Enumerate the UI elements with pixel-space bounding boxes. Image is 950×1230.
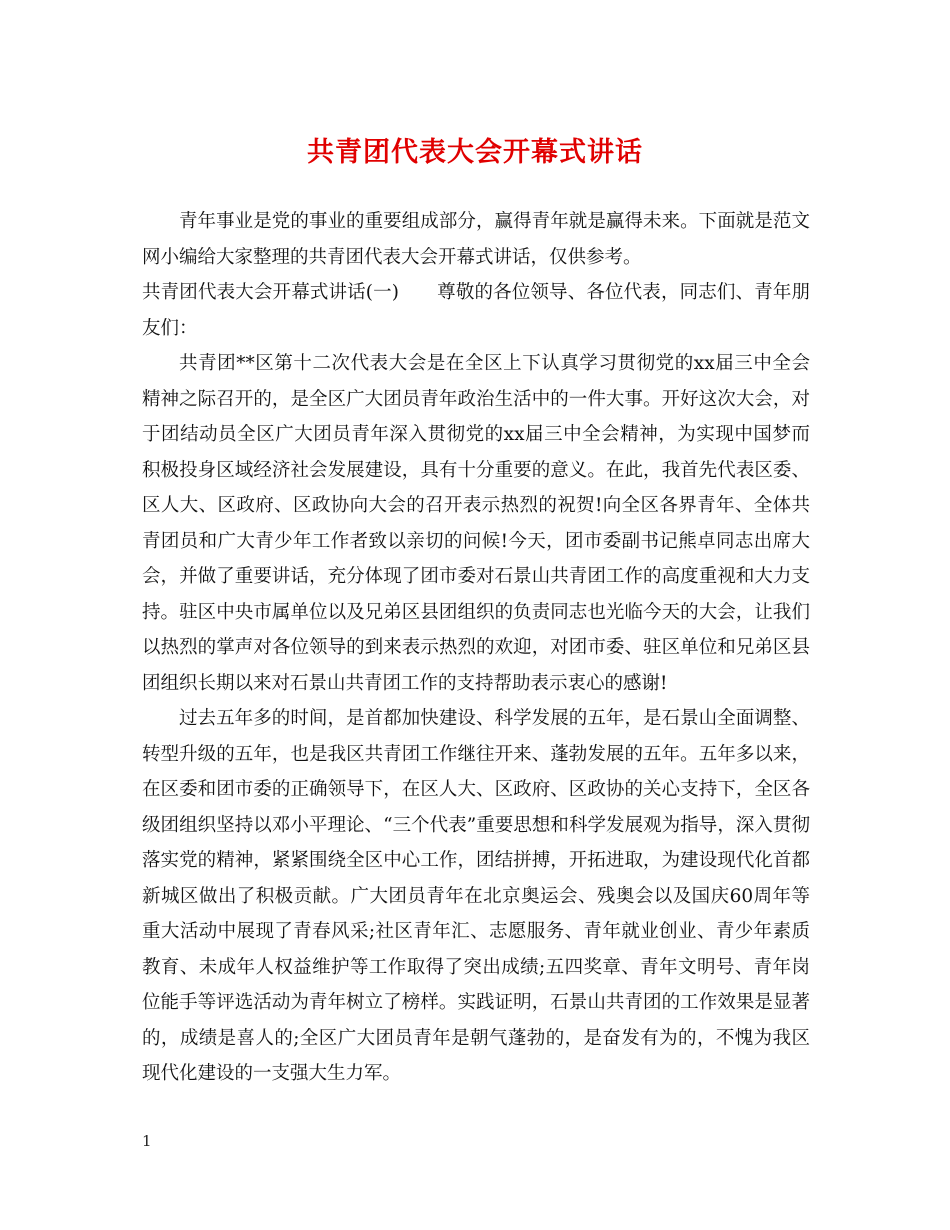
section-heading: 共青团代表大会开幕式讲话(一) — [142, 282, 400, 303]
body-paragraph-2: 过去五年多的时间，是首都加快建设、科学发展的五年，是石景山全面调整、转型升级的五年，也是我区共青团工作继往开来、蓬勃发展的五年。五年多以来，在区委和团市委的正确领导下，在区人大、区政府、区政协的关心支持下，全区各级团组织坚持以邓小平理论、“三个代表”重要思想和科学发展观为指导，深入贯彻落实党的精神，紧紧围绕全区中心工作，团结拼搏，开拓进取，为建设现代化首都新城区做出了积极贡献。广大团员青年在北京奥运会、残奥会以及国庆60周年等重大活动中展现了青春风采;社区青年汇、志愿服务、青年就业创业、青少年素质教育、未成年人权益维护等工作取得了突出成绩;五四奖章、青年文明号、青年岗位能手等评选活动为青年树立了榜样。实践证明，石景山共青团的工作效果是显著的，成绩是喜人的;全区广大团员青年是朝气蓬勃的，是奋发有为的，不愧为我区现代化建设的一支强大生力军。 — [142, 708, 810, 1084]
salutation: 尊敬的各位领导、各位代表，同志们、青年朋友们： — [142, 282, 810, 339]
intro-paragraph: 青年事业是党的事业的重要组成部分，赢得青年就是赢得未来。下面就是范文网小编给大家整理的共青团代表大会开幕式讲话，仅供参考。 — [142, 211, 810, 268]
page-number: 1 — [142, 1132, 152, 1150]
document-body — [142, 204, 810, 1092]
page-title: 共青团代表大会开幕式讲话 — [307, 137, 643, 168]
section-heading-line — [142, 275, 810, 346]
body-paragraph-1: 共青团**区第十二次代表大会是在全区上下认真学习贯彻党的xx届三中全会精神之际召开的，是全区广大团员青年政治生活中的一件大事。开好这次大会，对于团结动员全区广大团员青年深入贯彻党的xx届三中全会精神，为实现中国梦而积极投身区域经济社会发展建设，具有十分重要的意义。在此，我首先代表区委、区人大、区政府、区政协向大会的召开表示热烈的祝贺!向全区各界青年、全体共青团员和广大青少年工作者致以亲切的问候!今天，团市委副书记熊卓同志出席大会，并做了重要讲话，充分体现了团市委对石景山共青团工作的高度重视和大力支持。驻区中央市属单位以及兄弟区县团组织的负责同志也光临今天的大会，让我们以热烈的掌声对各位领导的到来表示热烈的欢迎，对团市委、驻区单位和兄弟区县团组织长期以来对石景山共青团工作的支持帮助表示衷心的感谢! — [142, 353, 810, 694]
